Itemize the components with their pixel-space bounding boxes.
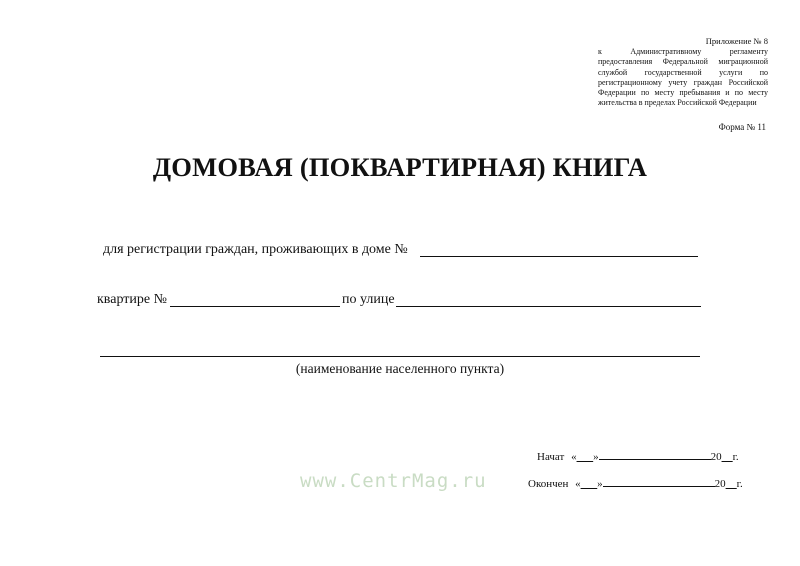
house-label: для регистрации граждан, проживающих в доме № [103, 242, 408, 257]
started-year-suffix: г. [732, 451, 739, 463]
open-quote: « [571, 451, 577, 463]
street-label: по улице [342, 292, 395, 307]
finished-year-suffix: г. [736, 478, 743, 490]
apartment-label: квартире № [97, 292, 167, 307]
started-year-field[interactable]: __ [721, 451, 733, 463]
appendix-line: к Административному регламенту [598, 47, 768, 57]
appendix-note [598, 36, 768, 108]
watermark: www.CentrMag.ru [300, 470, 487, 492]
appendix-body [598, 47, 768, 108]
started-day-field[interactable]: ___ [576, 451, 594, 463]
finished-year-field[interactable]: __ [725, 478, 737, 490]
appendix-line: регистрационному учету граждан Российской [598, 77, 768, 87]
started-date-row [537, 450, 739, 463]
started-label: Начат [537, 451, 565, 463]
started-year-prefix: 20 [710, 451, 722, 463]
close-quote: » [597, 478, 603, 490]
started-month-field[interactable] [599, 450, 711, 460]
street-field[interactable] [396, 306, 701, 307]
appendix-line: жительства в пределах Российской Федерации [598, 98, 757, 108]
appendix-line: предоставления Федеральной миграционной [598, 57, 768, 67]
settlement-caption: (наименование населенного пункта) [295, 361, 505, 376]
page-title: ДОМОВАЯ (ПОКВАРТИРНАЯ) КНИГА [152, 152, 648, 182]
finished-month-field[interactable] [603, 477, 715, 487]
settlement-field[interactable] [100, 356, 700, 357]
close-quote: » [593, 451, 599, 463]
finished-date-row [528, 477, 743, 490]
finished-label: Окончен [528, 478, 569, 490]
house-number-field[interactable] [420, 256, 698, 257]
form-number: Форма № 11 [718, 122, 766, 132]
finished-year-prefix: 20 [714, 478, 726, 490]
appendix-line: службой государственной услуги по [598, 67, 768, 77]
open-quote: « [575, 478, 581, 490]
finished-day-field[interactable]: ___ [580, 478, 598, 490]
appendix-line: Федерации по месту пребывания и по месту [598, 88, 768, 98]
appendix-title: Приложение № 8 [705, 36, 768, 46]
apartment-number-field[interactable] [170, 306, 340, 307]
